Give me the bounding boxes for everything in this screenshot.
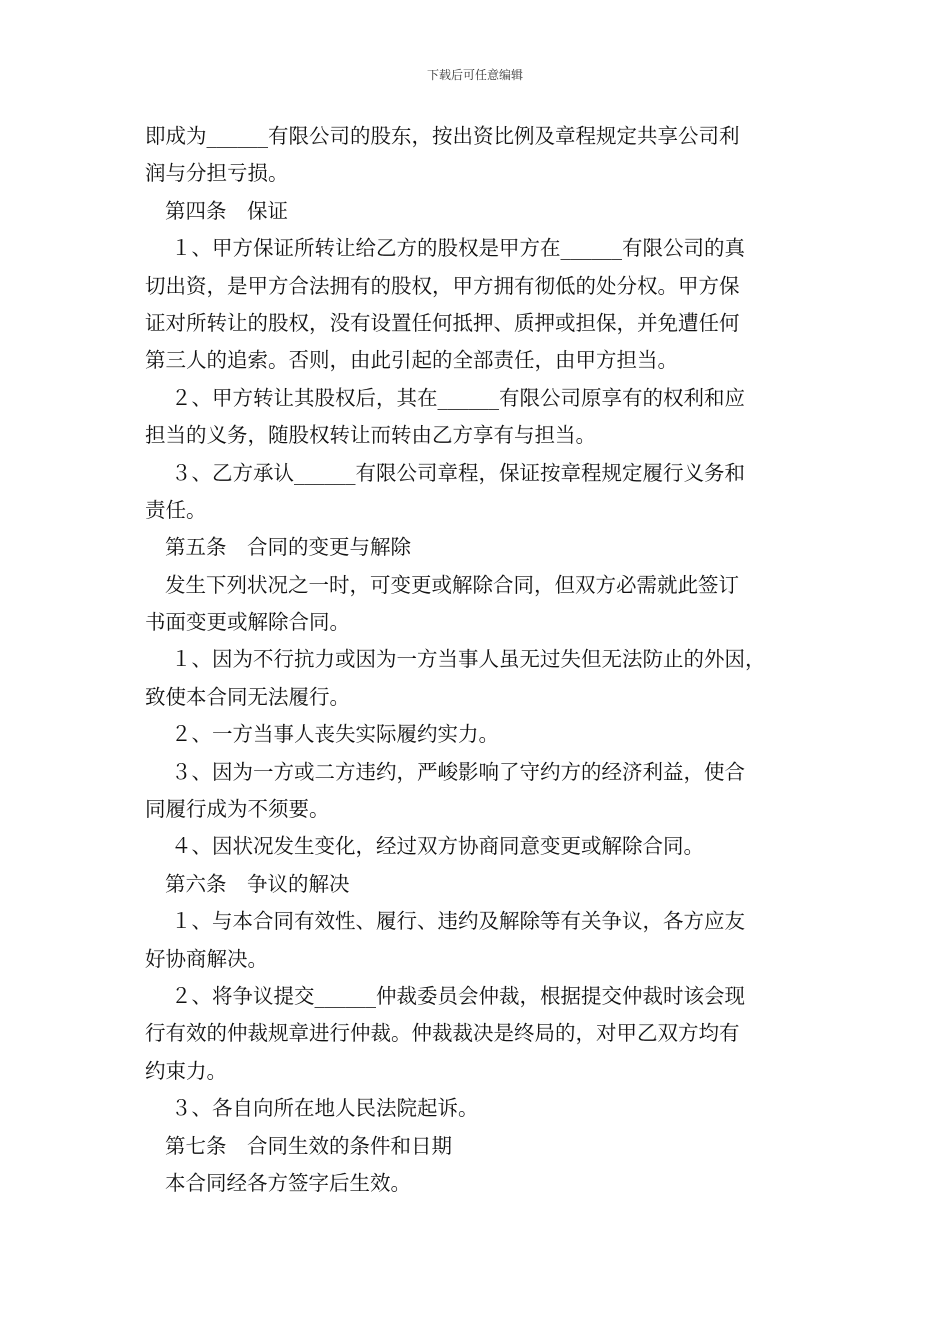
text-line: 行有效的仲裁规章进行仲裁。仲裁裁决是终局的，对甲乙双方均有 [145, 1021, 740, 1046]
text-line: ３、乙方承认______有限公司章程，保证按章程规定履行义务和 [171, 460, 745, 485]
text-line: 证对所转让的股权，没有设置任何抵押、质押或担保，并免遭任何 [145, 310, 740, 335]
text-line: 书面变更或解除合同。 [145, 610, 350, 635]
text-line: 同履行成为不须要。 [145, 797, 330, 822]
text-line: 担当的义务，随股权转让而转由乙方享有与担当。 [145, 423, 596, 448]
text-line: ４、因状况发生变化，经过双方协商同意变更或解除合同。 [171, 834, 704, 859]
text-line: 切出资，是甲方合法拥有的股权，甲方拥有彻低的处分权。甲方保 [145, 273, 740, 298]
text-line: ３、各自向所在地人民法院起诉。 [171, 1096, 479, 1121]
text-line: ２、将争议提交______仲裁委员会仲裁，根据提交仲裁时该会现 [171, 983, 745, 1008]
text-line: １、与本合同有效性、履行、违约及解除等有关争议，各方应友 [171, 909, 745, 934]
text-line: ２、一方当事人丧失实际履约实力。 [171, 722, 499, 747]
text-line: ２、甲方转让其股权后，其在______有限公司原享有的权利和应 [171, 385, 745, 410]
text-line: 润与分担亏损。 [145, 161, 289, 186]
text-line: 即成为______有限公司的股东，按出资比例及章程规定共享公司利 [145, 124, 740, 148]
text-line: 第六条 争议的解决 [165, 871, 350, 896]
text-line: 第四条 保证 [165, 198, 288, 223]
page-header: 下载后可任意编辑 [426, 68, 523, 82]
text-line: １、甲方保证所转让给乙方的股权是甲方在______有限公司的真 [171, 236, 745, 261]
text-line: 第七条 合同生效的条件和日期 [165, 1133, 452, 1158]
text-line: 发生下列状况之一时，可变更或解除合同，但双方必需就此签订 [165, 572, 739, 597]
text-line: 本合同经各方签字后生效。 [165, 1170, 411, 1195]
text-line: 约束力。 [145, 1058, 227, 1083]
text-line: 好协商解决。 [145, 946, 268, 971]
document-body [145, 118, 815, 1202]
text-line: １、因为不行抗力或因为一方当事人虽无过失但无法防止的外因， [171, 647, 766, 672]
text-line: 第三人的追索。否则，由此引起的全部责任，由甲方担当。 [145, 348, 678, 373]
text-line: 责任。 [145, 497, 207, 522]
text-line: ３、因为一方或二方违约，严峻影响了守约方的经济利益，使合 [171, 759, 745, 784]
text-line: 致使本合同无法履行。 [145, 684, 350, 709]
text-line: 第五条 合同的变更与解除 [165, 535, 411, 560]
